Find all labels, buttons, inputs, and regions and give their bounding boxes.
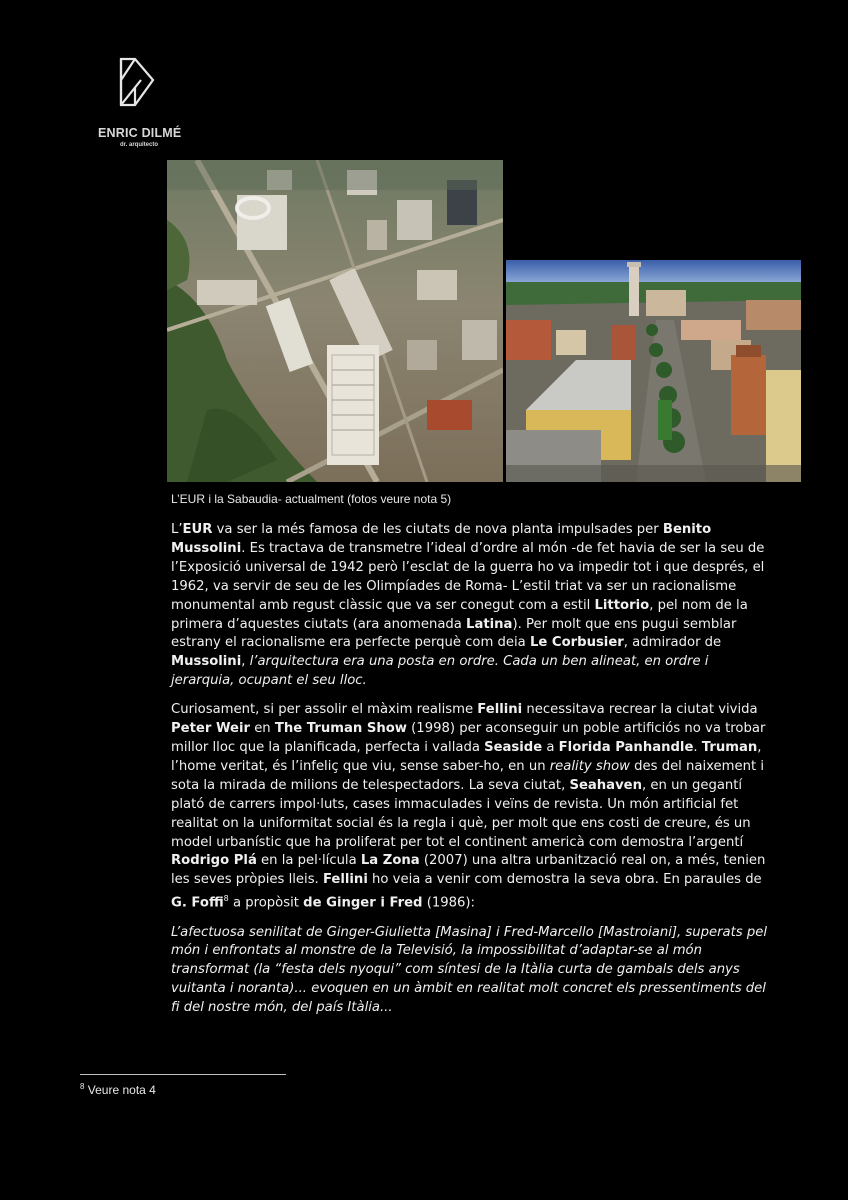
- logo-name: ENRIC DILMÉ: [98, 126, 182, 140]
- paragraph-eur: L’EUR va ser la més famosa de les ciutats de nova planta impulsades per Benito Mussolini. Es tractava de transmetre l’ideal d’ordre al món -de fet havia de ser la seu de l’Exposició universal de 1942 però l’esclat de la guerra ho va impedir tot i que després, el 1962, va servir de seu de les Olimpíades de Roma- L’estil triat va ser un racionalisme monumental amb regust clàssic que va ser conegut com a estil Littorio, pel nom de la primera d’aquestes ciutats (ara anomenada Latina). Per molt que ens pugui semblar estrany el racionalisme era perfecte perquè com deia Le Corbusier, admirador de Mussolini, l’arquitectura era una posta en ordre. Cada un ben alineat, en ordre i jerarquia, ocupant el seu lloc.: [171, 522, 765, 689]
- photo-sabaudia: [506, 260, 801, 482]
- logo-subtitle: dr. arquitecto: [119, 142, 158, 148]
- footnote-divider: [80, 1074, 286, 1075]
- photo-caption: L’EUR i la Sabaudia- actualment (fotos veure nota 5): [171, 492, 452, 506]
- footnote: [80, 1082, 156, 1097]
- footnote-ref[interactable]: 8: [223, 894, 229, 904]
- quote-foffi: L’afectuosa senilitat de Ginger-Giulietta [Masina] i Fred-Marcello [Mastroiani], superats pel món i enfrontats al monstre de la Televisió, la impossibilitat d’adaptar-se al món transformat (la “festa dels nyoqui” com síntesi de la Itàlia curta de gambals dels anys vuitanta i noranta)... evoquen en un àmbit en realitat molt concret els pressentiments del fi del nostre món, del país Itàlia...: [171, 924, 767, 1016]
- footnote-number: 8: [80, 1082, 85, 1091]
- paragraph-truman: Curiosament, si per assolir el màxim realisme Fellini necessitava recrear la ciutat vivida Peter Weir en The Truman Show (1998) per aconseguir un poble artificiós no va trobar millor lloc que la planificada, perfecta i vallada Seaside a Florida Panhandle. Truman, l’home veritat, és l’infeliç que viu, sense saber-ho, en un reality show des del naixement i sota la mirada de milions de telespectadors. La seva ciutat, Seahaven, en un gegantí plató de carrers impol·luts, cases immaculades i veïns de revista. Un món artificial fet realitat on la uniformitat social és la regla i què, per molt que ens costi de creure, és un model urbanístic que ha proliferat per tot el continent americà com demostra l’argentí Rodrigo Plá en la pel·lícula La Zona (2007) una altra urbanització real on, a més, tenien les seves pròpies lleis. Fellini ho veia a venir com demostra la seva obra. En paraules de G. Foffi$^8$ a propòsit de Ginger i Fred (1986):: [171, 702, 766, 911]
- logo: [98, 56, 182, 148]
- footnote-text: Veure nota 4: [84, 1083, 156, 1097]
- cube-d-icon: [118, 56, 156, 108]
- photo-eur-aerial: [167, 160, 503, 482]
- article-body: [171, 521, 775, 1028]
